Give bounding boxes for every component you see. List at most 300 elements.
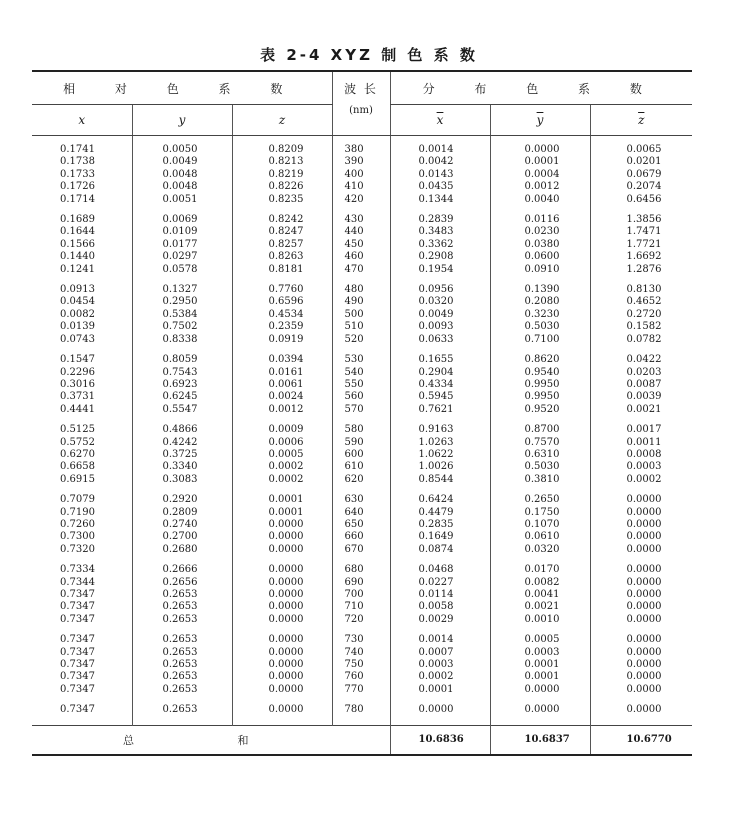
cell-z-bar: 1.2876: [590, 264, 692, 276]
cell-x: 0.1644: [60, 226, 95, 238]
cell-z-bar: 0.0000: [590, 544, 692, 556]
cell-z-bar: 0.0000: [590, 704, 692, 716]
cell-z-bar: 0.0203: [590, 367, 692, 379]
cell-y: 0.0049: [132, 156, 232, 168]
total-z-bar: 10.6770: [590, 725, 692, 755]
cell-z-bar: 0.0422: [590, 354, 692, 366]
total-label: 总 和: [32, 725, 390, 755]
cell-x-bar: 0.0007: [390, 647, 490, 659]
cell-wavelength: 580: [332, 424, 390, 436]
cell-x: 0.1547: [60, 354, 95, 366]
spacer-row: [32, 717, 692, 726]
cell-y: 0.2920: [132, 494, 232, 506]
cell-x-bar: 0.5945: [390, 391, 490, 403]
cell-x-bar: 1.0263: [390, 437, 490, 449]
table-row: [32, 544, 692, 556]
cell-y-bar: 0.9520: [490, 404, 590, 416]
cell-z: 0.0161: [232, 367, 332, 379]
cell-z-bar: 0.1582: [590, 321, 692, 333]
cell-wavelength: 640: [332, 507, 390, 519]
group-gap-row: [32, 416, 692, 424]
table-row: [32, 601, 692, 613]
cell-x: 0.1726: [60, 181, 95, 193]
cell-y-bar: 0.0600: [490, 251, 590, 263]
cell-y: 0.2666: [132, 564, 232, 576]
cell-x: 0.1566: [60, 238, 95, 250]
cell-y-bar: 0.0001: [490, 156, 590, 168]
cell-x: 0.5125: [60, 424, 95, 436]
cell-x-bar: 0.1649: [390, 531, 490, 543]
total-y-bar: 10.6837: [490, 725, 590, 755]
cell-z-bar: 0.0003: [590, 461, 692, 473]
cell-x-bar: 0.9163: [390, 424, 490, 436]
cell-y: 0.0051: [132, 194, 232, 206]
cell-x: 0.2296: [60, 366, 95, 378]
cell-z: 0.0002: [232, 461, 332, 473]
cell-y-bar: 0.0000: [490, 704, 590, 716]
cell-y-bar: 0.0000: [490, 144, 590, 156]
cell-z-bar: 0.0000: [590, 577, 692, 589]
cell-x: 0.0913: [60, 284, 95, 296]
cell-x: 0.1241: [60, 263, 95, 275]
cell-y: 0.6923: [132, 379, 232, 391]
cell-wavelength: 600: [332, 449, 390, 461]
cell-z-bar: 0.0002: [590, 474, 692, 486]
cell-y-bar: 0.0910: [490, 264, 590, 276]
cell-y-bar: 0.5030: [490, 461, 590, 473]
cell-z-bar: 0.0021: [590, 404, 692, 416]
table-row: [32, 671, 692, 683]
cell-y-bar: 0.6310: [490, 449, 590, 461]
cell-x-bar: 0.4334: [390, 379, 490, 391]
cell-x: 0.6915: [60, 473, 95, 485]
cell-z: 0.0000: [232, 577, 332, 589]
cell-z: 0.8235: [232, 194, 332, 206]
cell-y-bar: 0.1390: [490, 284, 590, 296]
cell-z: 0.8247: [232, 226, 332, 238]
cell-z-bar: 0.0201: [590, 156, 692, 168]
cell-z: 0.0394: [232, 354, 332, 366]
table-row: [32, 354, 692, 366]
cell-x-bar: 0.1655: [390, 354, 490, 366]
cell-x-bar: 0.0049: [390, 309, 490, 321]
header-row-columns: [32, 105, 692, 136]
table-row: [32, 251, 692, 263]
cell-y-bar: 0.0021: [490, 601, 590, 613]
cell-z-bar: 0.2074: [590, 181, 692, 193]
cell-y-bar: 0.0610: [490, 531, 590, 543]
cell-wavelength: 420: [332, 194, 390, 206]
table-row: [32, 226, 692, 238]
cell-y-bar: 0.1070: [490, 519, 590, 531]
cell-y: 0.2653: [132, 601, 232, 613]
color-coefficient-table: [32, 70, 692, 756]
header-distribution-coefficients: 分 布 色 系 数: [390, 71, 692, 105]
cell-x-bar: 0.2839: [390, 214, 490, 226]
table-row: [32, 634, 692, 646]
table-title: 表 2-4 XYZ 制 色 系 数: [260, 46, 478, 64]
cell-z: 0.0012: [232, 404, 332, 416]
cell-x: 0.0082: [60, 308, 95, 320]
table-row: [32, 564, 692, 576]
cell-y: 0.0069: [132, 214, 232, 226]
cell-z: 0.7760: [232, 284, 332, 296]
group-gap-row: [32, 346, 692, 354]
cell-y-bar: 0.0001: [490, 659, 590, 671]
table-row: [32, 391, 692, 403]
cell-x-bar: 0.1344: [390, 194, 490, 206]
cell-y-bar: 0.0010: [490, 614, 590, 626]
cell-z-bar: 0.0008: [590, 449, 692, 461]
table-row: [32, 437, 692, 449]
cell-z: 0.0000: [232, 519, 332, 531]
cell-z-bar: 1.6692: [590, 251, 692, 263]
cell-x-bar: 0.1954: [390, 264, 490, 276]
cell-x: 0.1741: [60, 144, 95, 155]
cell-y: 0.0578: [132, 264, 232, 276]
cell-z: 0.2359: [232, 321, 332, 333]
cell-z: 0.0000: [232, 531, 332, 543]
cell-x: 0.3016: [60, 378, 95, 390]
header-wavelength-unit: (nm): [332, 105, 390, 136]
cell-x-bar: 0.0014: [390, 144, 490, 156]
spacer-row: [32, 136, 692, 145]
cell-x: 0.1733: [60, 168, 95, 180]
table-row: [32, 404, 692, 416]
table-row: [32, 684, 692, 696]
table-row: [32, 239, 692, 251]
cell-y: 0.2653: [132, 614, 232, 626]
cell-wavelength: 520: [332, 334, 390, 346]
cell-z-bar: 0.0011: [590, 437, 692, 449]
cell-z: 0.8263: [232, 251, 332, 263]
cell-z-bar: 0.0000: [590, 659, 692, 671]
table-row: [32, 474, 692, 486]
table-row: [32, 181, 692, 193]
cell-x: 0.0743: [60, 333, 95, 345]
cell-wavelength: 770: [332, 684, 390, 696]
cell-y: 0.0177: [132, 239, 232, 251]
cell-wavelength: 690: [332, 577, 390, 589]
cell-z-bar: 0.0000: [590, 614, 692, 626]
cell-x-bar: 0.0227: [390, 577, 490, 589]
table-row: [32, 704, 692, 716]
cell-z: 0.0009: [232, 424, 332, 436]
table-row: [32, 367, 692, 379]
cell-wavelength: 650: [332, 519, 390, 531]
cell-z: 0.8213: [232, 156, 332, 168]
cell-y-bar: 0.0380: [490, 239, 590, 251]
cell-z-bar: 0.2720: [590, 309, 692, 321]
table-row: [32, 309, 692, 321]
cell-wavelength: 460: [332, 251, 390, 263]
cell-wavelength: 740: [332, 647, 390, 659]
table-row: [32, 296, 692, 308]
cell-z: 0.0000: [232, 684, 332, 696]
table-row: [32, 531, 692, 543]
cell-x-bar: 0.0042: [390, 156, 490, 168]
cell-y: 0.6245: [132, 391, 232, 403]
cell-x: 0.4441: [60, 403, 95, 415]
cell-wavelength: 490: [332, 296, 390, 308]
cell-wavelength: 730: [332, 634, 390, 646]
cell-wavelength: 760: [332, 671, 390, 683]
cell-y: 0.4242: [132, 437, 232, 449]
cell-y-bar: 0.0116: [490, 214, 590, 226]
cell-x-bar: 0.0093: [390, 321, 490, 333]
cell-x: 0.6658: [60, 461, 95, 473]
table-row: [32, 647, 692, 659]
cell-y: 0.2680: [132, 544, 232, 556]
cell-x: 0.7334: [60, 564, 95, 576]
cell-wavelength: 500: [332, 309, 390, 321]
cell-y-bar: 0.0170: [490, 564, 590, 576]
cell-z-bar: 0.8130: [590, 284, 692, 296]
cell-z-bar: 1.7471: [590, 226, 692, 238]
cell-z-bar: 0.6456: [590, 194, 692, 206]
header-col-y: y: [132, 105, 232, 136]
cell-x: 0.7320: [60, 543, 95, 555]
cell-y: 0.2653: [132, 634, 232, 646]
cell-x: 0.7190: [60, 506, 95, 518]
cell-wavelength: 750: [332, 659, 390, 671]
table-row: [32, 659, 692, 671]
cell-y: 0.2653: [132, 704, 232, 716]
group-gap-row: [32, 206, 692, 214]
cell-y-bar: 0.2650: [490, 494, 590, 506]
cell-x-bar: 0.2908: [390, 251, 490, 263]
table-row: [32, 577, 692, 589]
cell-y-bar: 0.9540: [490, 367, 590, 379]
cell-wavelength: 670: [332, 544, 390, 556]
cell-z: 0.0061: [232, 379, 332, 391]
cell-x-bar: 0.0014: [390, 634, 490, 646]
cell-wavelength: 700: [332, 589, 390, 601]
cell-y-bar: 0.0082: [490, 577, 590, 589]
cell-y: 0.3725: [132, 449, 232, 461]
cell-x: 0.1738: [60, 156, 95, 168]
cell-z: 0.0001: [232, 507, 332, 519]
cell-z-bar: 0.0017: [590, 424, 692, 436]
header-wavelength: 波 长: [332, 71, 390, 105]
cell-z-bar: 0.4652: [590, 296, 692, 308]
cell-x: 0.3731: [60, 391, 95, 403]
cell-x-bar: 0.0000: [390, 704, 490, 716]
cell-x: 0.0139: [60, 321, 95, 333]
cell-z: 0.8257: [232, 239, 332, 251]
cell-y: 0.2653: [132, 647, 232, 659]
cell-x: 0.7347: [60, 659, 95, 671]
cell-x-bar: 0.4479: [390, 507, 490, 519]
cell-y-bar: 0.7100: [490, 334, 590, 346]
cell-wavelength: 620: [332, 474, 390, 486]
cell-y: 0.4866: [132, 424, 232, 436]
cell-x-bar: 0.3483: [390, 226, 490, 238]
cell-x: 0.7347: [60, 704, 95, 716]
cell-y: 0.3340: [132, 461, 232, 473]
cell-y: 0.2653: [132, 589, 232, 601]
cell-y: 0.2740: [132, 519, 232, 531]
cell-z-bar: 0.0000: [590, 519, 692, 531]
cell-y: 0.2653: [132, 684, 232, 696]
cell-x-bar: 0.0003: [390, 659, 490, 671]
cell-wavelength: 450: [332, 239, 390, 251]
table-row: [32, 507, 692, 519]
cell-z: 0.0002: [232, 474, 332, 486]
table-row: [32, 194, 692, 206]
cell-x-bar: 0.0029: [390, 614, 490, 626]
cell-wavelength: 530: [332, 354, 390, 366]
cell-x: 0.7347: [60, 646, 95, 658]
table-body: [32, 136, 692, 726]
cell-x-bar: 0.0874: [390, 544, 490, 556]
cell-x: 0.6270: [60, 448, 95, 460]
cell-z: 0.0000: [232, 544, 332, 556]
cell-z: 0.0000: [232, 647, 332, 659]
cell-x-bar: 0.8544: [390, 474, 490, 486]
table-row: [32, 519, 692, 531]
cell-y: 0.5547: [132, 404, 232, 416]
cell-y-bar: 0.0000: [490, 684, 590, 696]
cell-x-bar: 0.0114: [390, 589, 490, 601]
table-row: [32, 334, 692, 346]
cell-z: 0.8209: [232, 144, 332, 156]
cell-z: 0.8242: [232, 214, 332, 226]
table-row: [32, 589, 692, 601]
cell-y-bar: 0.0003: [490, 647, 590, 659]
cell-wavelength: 710: [332, 601, 390, 613]
cell-z: 0.0000: [232, 601, 332, 613]
table-row: [32, 424, 692, 436]
cell-y: 0.0050: [132, 144, 232, 156]
cell-wavelength: 560: [332, 391, 390, 403]
table-row: [32, 461, 692, 473]
cell-z-bar: 0.0039: [590, 391, 692, 403]
table-row: [32, 156, 692, 168]
table-row: [32, 284, 692, 296]
header-col-y-bar: $\overline{y}$: [490, 105, 590, 136]
cell-y-bar: 0.3230: [490, 309, 590, 321]
cell-y: 0.0048: [132, 181, 232, 193]
cell-y-bar: 0.9950: [490, 391, 590, 403]
cell-y-bar: 0.0001: [490, 671, 590, 683]
table-row: [32, 494, 692, 506]
cell-y-bar: 0.0005: [490, 634, 590, 646]
cell-z: 0.0000: [232, 589, 332, 601]
data-table: [32, 70, 692, 756]
cell-x: 0.7347: [60, 601, 95, 613]
cell-y: 0.2656: [132, 577, 232, 589]
header-col-x: x: [32, 105, 132, 136]
table-row: [32, 449, 692, 461]
table-row: [32, 379, 692, 391]
cell-y: 0.0109: [132, 226, 232, 238]
cell-y-bar: 0.2080: [490, 296, 590, 308]
table-row: [32, 169, 692, 181]
group-gap-row: [32, 696, 692, 704]
cell-y: 0.7543: [132, 367, 232, 379]
cell-wavelength: 470: [332, 264, 390, 276]
cell-z: 0.0000: [232, 634, 332, 646]
cell-y: 0.7502: [132, 321, 232, 333]
cell-z: 0.0006: [232, 437, 332, 449]
total-x-bar: 10.6836: [390, 725, 490, 755]
cell-x: 0.5752: [60, 436, 95, 448]
cell-wavelength: 540: [332, 367, 390, 379]
cell-z-bar: 0.0000: [590, 564, 692, 576]
cell-y-bar: 0.1750: [490, 507, 590, 519]
header-row-groups: [32, 71, 692, 105]
cell-wavelength: 380: [332, 144, 390, 156]
cell-x-bar: 0.0468: [390, 564, 490, 576]
cell-y-bar: 0.3810: [490, 474, 590, 486]
cell-y-bar: 0.0004: [490, 169, 590, 181]
cell-y-bar: 0.7570: [490, 437, 590, 449]
cell-wavelength: 440: [332, 226, 390, 238]
cell-z-bar: 0.0000: [590, 671, 692, 683]
cell-x-bar: 1.0026: [390, 461, 490, 473]
cell-wavelength: 430: [332, 214, 390, 226]
cell-wavelength: 680: [332, 564, 390, 576]
cell-y: 0.8338: [132, 334, 232, 346]
cell-x: 0.7347: [60, 671, 95, 683]
group-gap-row: [32, 626, 692, 634]
cell-z-bar: 0.0782: [590, 334, 692, 346]
cell-z: 0.0000: [232, 671, 332, 683]
cell-z-bar: 0.0065: [590, 144, 692, 156]
cell-x-bar: 0.0001: [390, 684, 490, 696]
cell-wavelength: 550: [332, 379, 390, 391]
cell-y-bar: 0.5030: [490, 321, 590, 333]
cell-x-bar: 0.0956: [390, 284, 490, 296]
cell-x: 0.7347: [60, 613, 95, 625]
cell-z: 0.8226: [232, 181, 332, 193]
cell-z-bar: 0.0000: [590, 507, 692, 519]
group-gap-row: [32, 556, 692, 564]
header-col-z-bar: $\overline{z}$: [590, 105, 692, 136]
cell-z: 0.0919: [232, 334, 332, 346]
cell-z: 0.0001: [232, 494, 332, 506]
cell-wavelength: 510: [332, 321, 390, 333]
cell-z: 0.0024: [232, 391, 332, 403]
cell-z: 0.4534: [232, 309, 332, 321]
table-row: [32, 614, 692, 626]
cell-x-bar: 0.0435: [390, 181, 490, 193]
cell-z: 0.8219: [232, 169, 332, 181]
cell-wavelength: 400: [332, 169, 390, 181]
cell-y: 0.3083: [132, 474, 232, 486]
cell-x: 0.7260: [60, 518, 95, 530]
cell-wavelength: 630: [332, 494, 390, 506]
cell-z: 0.0000: [232, 659, 332, 671]
cell-wavelength: 480: [332, 284, 390, 296]
cell-x-bar: 0.0002: [390, 671, 490, 683]
cell-y-bar: 0.8700: [490, 424, 590, 436]
cell-x-bar: 1.0622: [390, 449, 490, 461]
table-row: [32, 264, 692, 276]
cell-x-bar: 0.2835: [390, 519, 490, 531]
table-row: [32, 214, 692, 226]
cell-x-bar: 0.0058: [390, 601, 490, 613]
header-col-x-bar: $\overline{x}$: [390, 105, 490, 136]
cell-wavelength: 590: [332, 437, 390, 449]
cell-y-bar: 0.8620: [490, 354, 590, 366]
cell-y-bar: 0.0230: [490, 226, 590, 238]
cell-z: 0.0000: [232, 614, 332, 626]
cell-x: 0.0454: [60, 296, 95, 308]
cell-wavelength: 720: [332, 614, 390, 626]
cell-x: 0.1689: [60, 214, 95, 226]
